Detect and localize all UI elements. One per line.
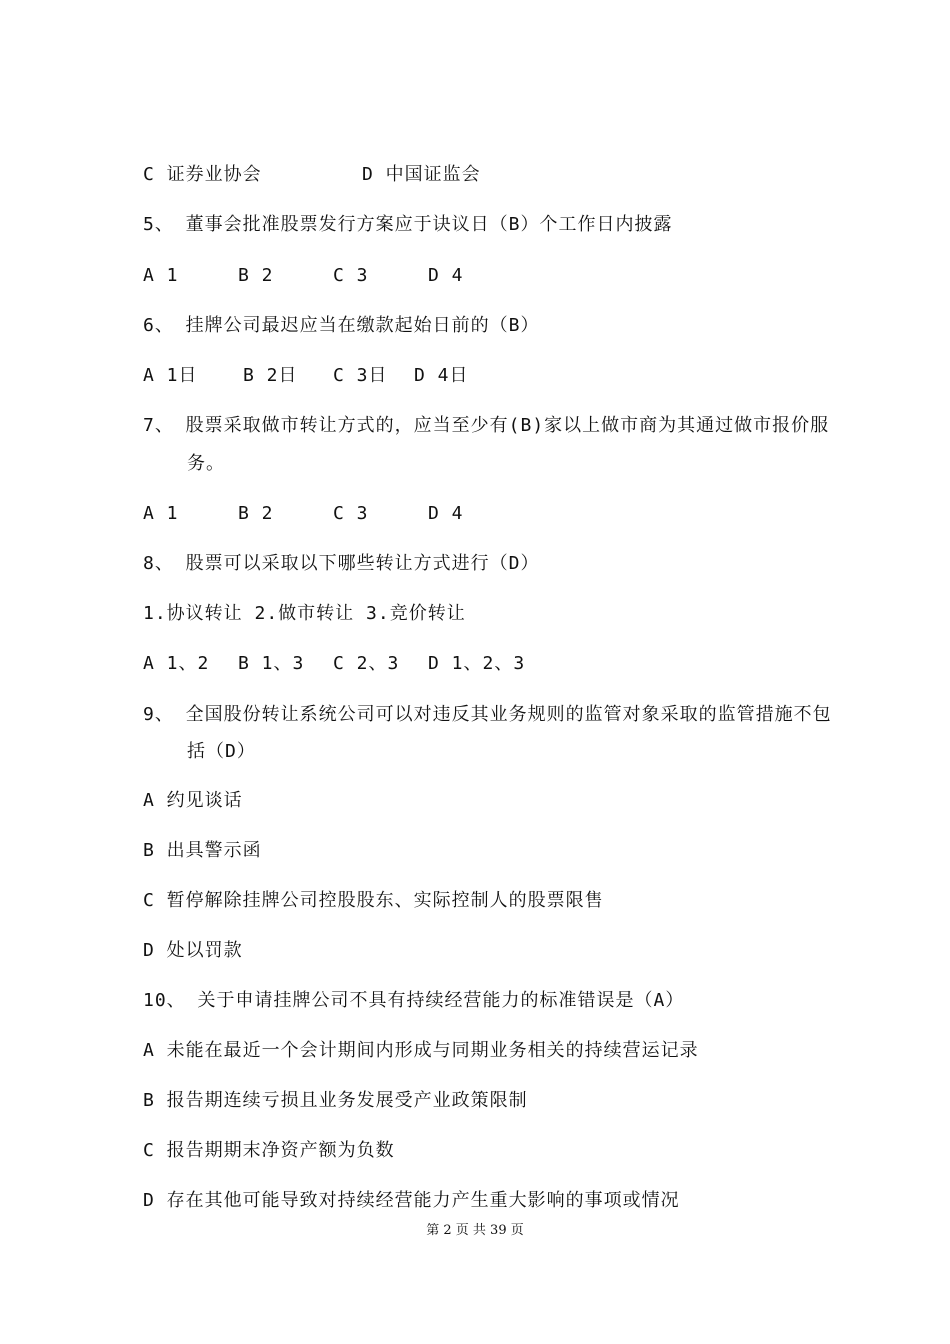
option-q9-d: D 处以罚款 [143,940,243,961]
option-q6-c: C 3日 [333,365,388,386]
question-8: 8、 股票可以采取以下哪些转让方式进行（D） [143,553,540,574]
option-q10-d: D 存在其他可能导致对持续经营能力产生重大影响的事项或情况 [143,1190,680,1211]
option-q5-b: B 2 [238,265,274,286]
question-5: 5、 董事会批准股票发行方案应于诀议日（B）个工作日内披露 [143,214,673,235]
question-9: 9、 全国股份转让系统公司可以对违反其业务规则的监管对象采取的监管措施不包 [143,704,832,725]
question-6: 6、 挂牌公司最迟应当在缴款起始日前的（B） [143,315,540,336]
question-7: 7、 股票采取做市转让方式的，应当至少有(B)家以上做市商为其通过做市报价服 [143,415,830,436]
option-q6-a: A 1日 [143,365,198,386]
option-q5-a: A 1 [143,265,179,286]
question-8-items: 1.协议转让 2.做市转让 3.竞价转让 [143,603,466,624]
question-10: 10、 关于申请挂牌公司不具有持续经营能力的标准错误是（A） [143,990,685,1011]
option-q7-b: B 2 [238,503,274,524]
option-q10-a: A 未能在最近一个会计期间内形成与同期业务相关的持续营运记录 [143,1040,699,1061]
option-q9-b: B 出具警示函 [143,840,262,861]
option-q8-b: B 1、3 [238,653,305,674]
option-q5-d: D 4 [428,265,464,286]
option-q7-a: A 1 [143,503,179,524]
option-q8-d: D 1、2、3 [428,653,526,674]
option-q7-c: C 3 [333,503,369,524]
option-q6-d: D 4日 [414,365,469,386]
option-q8-c: C 2、3 [333,653,400,674]
option-q4-c: C 证券业协会 [143,164,262,185]
question-7-continued: 务。 [187,453,225,474]
option-q9-c: C 暂停解除挂牌公司控股股东、实际控制人的股票限售 [143,890,604,911]
option-q6-b: B 2日 [243,365,298,386]
option-q5-c: C 3 [333,265,369,286]
option-q10-b: B 报告期连续亏损且业务发展受产业政策限制 [143,1090,528,1111]
option-q10-c: C 报告期期末净资产额为负数 [143,1140,395,1161]
page-footer: 第 2 页 共 39 页 [426,1223,524,1238]
option-q4-d: D 中国证监会 [362,164,481,185]
question-9-continued: 括（D） [187,741,256,762]
option-q8-a: A 1、2 [143,653,210,674]
option-q7-d: D 4 [428,503,464,524]
option-q9-a: A 约见谈话 [143,790,243,811]
